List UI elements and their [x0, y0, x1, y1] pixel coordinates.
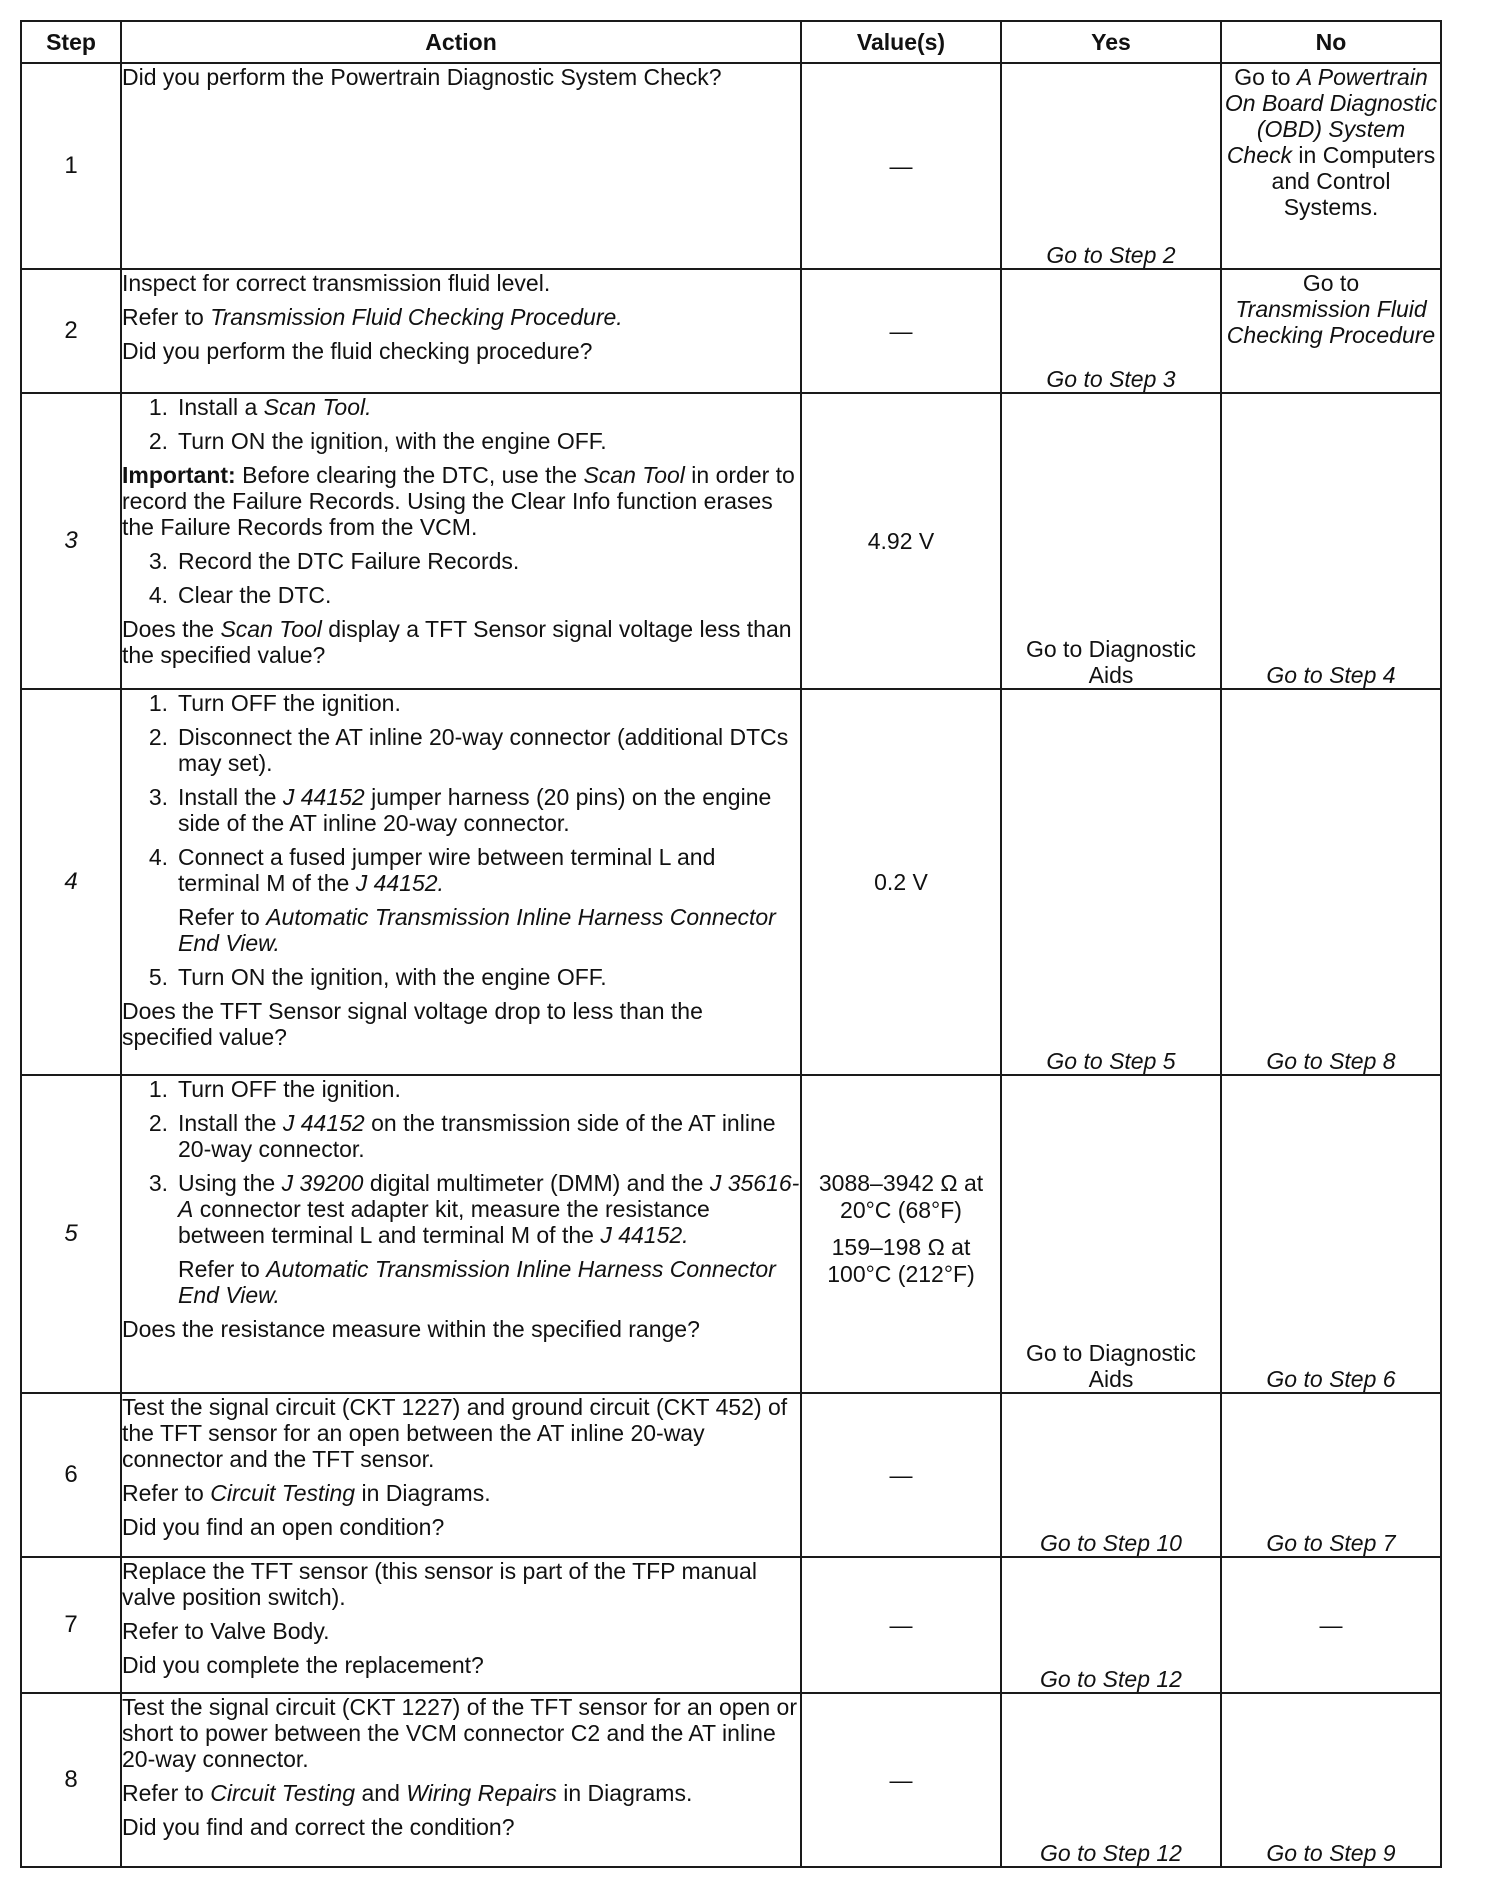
header-step: Step	[21, 21, 121, 63]
table-row	[21, 1693, 1441, 1867]
yes-cell: Go to Step 12	[1001, 1693, 1221, 1867]
reference-link[interactable]: Automatic Transmission Inline Harness Connector End View.	[178, 904, 776, 956]
step-number: 1	[21, 63, 121, 269]
list-item: 1. Turn OFF the ignition.	[148, 1076, 401, 1102]
action-cell	[121, 1393, 801, 1557]
action-question: Does the resistance measure within the specified range?	[122, 1316, 700, 1342]
action-text: Refer to Circuit Testing and Wiring Repairs in Diagrams.	[122, 1780, 693, 1806]
important-note: Important: Before clearing the DTC, use the Scan Tool in order to record the Failure Records. Using the Clear Info function erases the Failure Records from the VCM.	[122, 462, 795, 540]
step-number: 3	[21, 393, 121, 689]
yes-cell: Go to Diagnostic Aids	[1001, 1075, 1221, 1393]
table-row	[21, 1075, 1441, 1393]
yes-cell: Go to Step 10	[1001, 1393, 1221, 1557]
value-cell: 4.92 V	[801, 393, 1001, 689]
action-question: Did you perform the fluid checking procedure?	[122, 338, 593, 364]
no-link[interactable]: A Powertrain On Board Diagnostic (OBD) System Check	[1224, 64, 1438, 168]
action-question: Did you find and correct the condition?	[122, 1814, 515, 1840]
action-text	[122, 304, 800, 330]
header-yes: Yes	[1001, 21, 1221, 63]
action-cell	[121, 1693, 801, 1867]
diagnostic-table	[20, 20, 1442, 1868]
step-number: 5	[21, 1075, 121, 1393]
list-item: 4. Clear the DTC.	[148, 582, 332, 608]
list-item: 4. Connect a fused jumper wire between terminal L and terminal M of the J 44152.	[148, 844, 716, 896]
no-text: Computers and Control Systems.	[1271, 142, 1436, 220]
action-text: Refer to Valve Body.	[122, 1618, 330, 1644]
procedure-link[interactable]: Transmission Fluid Checking Procedure.	[210, 304, 623, 330]
no-cell: Go to Step 7	[1221, 1393, 1441, 1557]
step-number: 6	[21, 1393, 121, 1557]
header-values: Value(s)	[801, 21, 1001, 63]
reference-link[interactable]: Automatic Transmission Inline Harness Connector End View.	[178, 1256, 776, 1308]
value-cell	[801, 1075, 1001, 1393]
yes-cell: Go to Step 3	[1001, 269, 1221, 393]
action-cell	[121, 63, 801, 269]
action-text: Inspect for correct transmission fluid level.	[122, 270, 551, 296]
action-text: Refer to Circuit Testing in Diagrams.	[122, 1480, 491, 1506]
table-row	[21, 1557, 1441, 1693]
table-row	[21, 393, 1441, 689]
table-row	[21, 689, 1441, 1075]
action-question: Does the Scan Tool display a TFT Sensor signal voltage less than the specified value?	[122, 616, 792, 668]
list-item: 3. Install the J 44152 jumper harness (20 pins) on the engine side of the AT inline 20-way connector.	[148, 784, 772, 836]
step-number: 4	[21, 689, 121, 1075]
action-cell	[121, 393, 801, 689]
no-cell: Go to Step 9	[1221, 1693, 1441, 1867]
reference-link[interactable]: Wiring Repairs	[406, 1780, 557, 1806]
table-row	[21, 269, 1441, 393]
no-cell	[1221, 63, 1441, 269]
list-item: 1. Install a Scan Tool.	[148, 394, 372, 420]
action-question: Does the TFT Sensor signal voltage drop to less than the specified value?	[122, 998, 703, 1050]
header-no: No	[1221, 21, 1441, 63]
value-range-20c: 3088–3942 Ω at 20°C (68°F)	[818, 1170, 984, 1223]
value-cell: —	[801, 1393, 1001, 1557]
list-item: 1. Turn OFF the ignition.	[148, 690, 401, 716]
step-number: 7	[21, 1557, 121, 1693]
no-text: in	[1298, 142, 1317, 168]
list-item: 2. Install the J 44152 on the transmission side of the AT inline 20-way connector.	[148, 1110, 776, 1162]
list-item: 3. Using the J 39200 digital multimeter (DMM) and the J 35616-A connector test adapter kit, measure the resistance between terminal L and terminal M of the J 44152.	[148, 1170, 800, 1248]
action-cell	[121, 689, 801, 1075]
action-text: Refer to	[122, 304, 204, 330]
value-cell: 0.2 V	[801, 689, 1001, 1075]
value-cell: —	[801, 63, 1001, 269]
action-cell	[121, 1557, 801, 1693]
header-action: Action	[121, 21, 801, 63]
action-text: Test the signal circuit (CKT 1227) and ground circuit (CKT 452) of the TFT sensor for an open between the AT inline 20-way connector and the TFT sensor.	[122, 1394, 788, 1472]
no-cell: Go to Step 8	[1221, 689, 1441, 1075]
no-text: Go to	[1234, 64, 1291, 90]
action-cell	[121, 1075, 801, 1393]
action-text: Replace the TFT sensor (this sensor is part of the TFP manual valve position switch).	[122, 1558, 757, 1610]
table-row	[21, 1393, 1441, 1557]
action-cell	[121, 269, 801, 393]
list-item: 5. Turn ON the ignition, with the engine OFF.	[148, 964, 607, 990]
step-number: 2	[21, 269, 121, 393]
table-row	[21, 63, 1441, 269]
no-link[interactable]: Transmission Fluid Checking Procedure	[1226, 296, 1436, 348]
reference-link[interactable]: Circuit Testing	[210, 1780, 356, 1806]
action-text: Test the signal circuit (CKT 1227) of the TFT sensor for an open or short to power between the VCM connector C2 and the AT inline 20-way connector.	[122, 1694, 797, 1772]
no-text: Go to	[1302, 270, 1360, 296]
no-cell	[1221, 269, 1441, 393]
action-question: Did you complete the replacement?	[122, 1652, 484, 1678]
reference-note: Refer to Automatic Transmission Inline Harness Connector End View.	[178, 1256, 776, 1308]
value-cell: —	[801, 1693, 1001, 1867]
no-cell: Go to Step 6	[1221, 1075, 1441, 1393]
reference-note: Refer to Automatic Transmission Inline Harness Connector End View.	[178, 904, 776, 956]
reference-link[interactable]: Circuit Testing	[210, 1480, 356, 1506]
step-number: 8	[21, 1693, 121, 1867]
header-row	[21, 21, 1441, 63]
list-item: 2. Disconnect the AT inline 20-way connector (additional DTCs may set).	[148, 724, 789, 776]
value-cell: —	[801, 269, 1001, 393]
value-range-100c: 159–198 Ω at 100°C (212°F)	[827, 1234, 975, 1287]
list-item: 3. Record the DTC Failure Records.	[148, 548, 520, 574]
no-cell: Go to Step 4	[1221, 393, 1441, 689]
yes-cell: Go to Step 2	[1001, 63, 1221, 269]
no-cell: —	[1221, 1557, 1441, 1693]
value-cell: —	[801, 1557, 1001, 1693]
yes-cell: Go to Diagnostic Aids	[1001, 393, 1221, 689]
action-question: Did you find an open condition?	[122, 1514, 445, 1540]
action-text: Did you perform the Powertrain Diagnostic System Check?	[122, 64, 722, 90]
yes-cell: Go to Step 5	[1001, 689, 1221, 1075]
yes-cell: Go to Step 12	[1001, 1557, 1221, 1693]
list-item: 2. Turn ON the ignition, with the engine OFF.	[148, 428, 607, 454]
